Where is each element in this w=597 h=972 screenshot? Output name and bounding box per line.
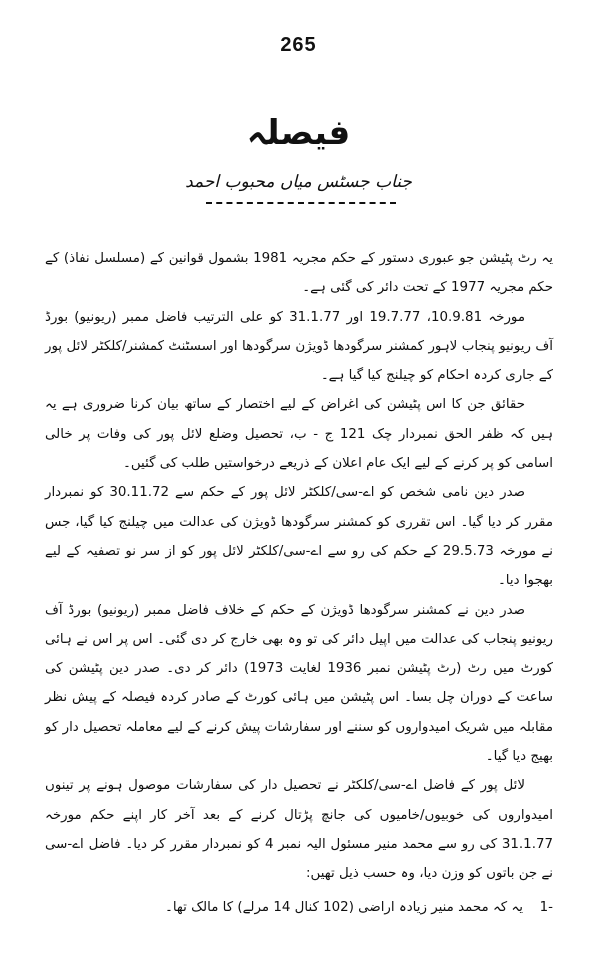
- list-item: [45, 893, 553, 922]
- paragraph: صدر دین نامی شخص کو اے-سی/کلکٹر لائل پور کے حکم سے 30.11.72 کو نمبردار مقرر کر دیا گیا۔ اس تقرری کو کمشنر سرگودھا ڈویژن کی عدالت میں چیلنج کیا گیا، جس نے مورخہ 29.5.73 کے حکم کی رو سے اے-سی/کلکٹر لائل پور کو از سر نو تصفیہ کے لیے بھجوا دیا۔: [45, 485, 553, 589]
- author-line: جناب جسٹس میاں محبوب احمد: [185, 172, 412, 192]
- paragraph: حقائق جن کا اس پٹیشن کی اغراض کے لیے اختصار کے ساتھ بیان کرنا ضروری ہے یہ ہیں کہ ظفر الحق نمبردار چک 121 ج - ب، تحصیل وضلع لائل پور کی وفات پر خالی اسامی کو پر کرنے کے لیے ایک عام اعلان کے ذریعے درخواستیں طلب کی گئیں۔: [45, 397, 553, 472]
- list-item-text: یہ کہ محمد منیر زیادہ اراضی (102 کنال 14 مرلے) کا مالک تھا۔: [164, 899, 523, 915]
- paragraph: مورخہ 10.9.81، 19.7.77 اور 31.1.77 کو علی الترتیب فاضل ممبر (ریونیو) بورڈ آف ریونیو پنجاب لاہور کمشنر سرگودھا ڈویژن سرگودھا اور اسسٹنٹ کمشنر/کلکٹر لائل پور کے جاری کردہ احکام کو چیلنج کیا گیا ہے۔: [45, 309, 553, 384]
- paragraph: صدر دین نے کمشنر سرگودھا ڈویژن کے حکم کے خلاف فاضل ممبر (ریونیو) بورڈ آف ریونیو پنجاب کی عدالت میں اپیل دائر کی تو وہ بھی خارج کر دی گئی۔ اس پر اس نے ہائی کورٹ میں رٹ (رٹ پٹیشن نمبر 1936 لغایت 1973) دائر کر دی۔ صدر دین پٹیشن کی ساعت کے دوران چل بسا۔ اس پٹیشن میں ہائی کورٹ کے صادر کردہ فیصلہ کے پیش نظر مقابلہ میں شریک امیدواروں کو سننے اور سفارشات پیش کرنے کے لیے معاملہ تحصیل دار کو بھیج دیا گیا۔: [45, 602, 554, 765]
- page-title: فیصلہ: [246, 113, 351, 153]
- paragraph: یہ رٹ پٹیشن جو عبوری دستور کے حکم مجریہ 1981 بشمول قوانین کے (مسلسل نفاذ) کے حکم مجریہ 1977 کے تحت دائر کی گئی ہے۔: [45, 251, 554, 296]
- list-item-number: -1: [539, 899, 553, 915]
- paragraph: لائل پور کے فاضل اے-سی/کلکٹر نے تحصیل دار کی سفارشات موصول ہونے پر تینوں امیدواروں کی خوبیوں/خامیوں کی جانچ پڑتال کرنے کے بعد آخر کار اپنے حکم مورخہ 31.1.77 کی رو سے محمد منیر مسئول الیہ نمبر 4 کو نمبردار مقرر کر دیا۔ فاضل اے-سی نے جن باتوں کو وزن دیا، وہ حسب ذیل تھیں:: [45, 778, 553, 882]
- page-number: 265: [280, 34, 317, 56]
- body-text: [45, 244, 553, 922]
- author-underline: [206, 202, 396, 204]
